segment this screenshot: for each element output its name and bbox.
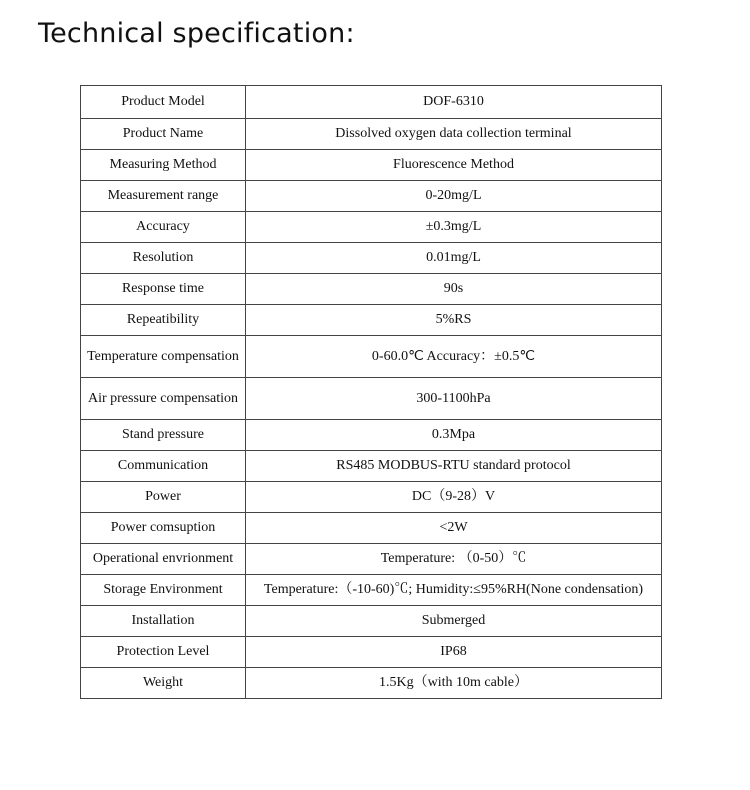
spec-label: Temperature compensation bbox=[81, 336, 246, 378]
spec-table bbox=[80, 85, 662, 699]
table-row bbox=[81, 212, 662, 243]
spec-value: ±0.3mg/L bbox=[246, 212, 662, 243]
spec-value: 1.5Kg（with 10m cable） bbox=[246, 668, 662, 699]
spec-value: Temperature:（-10-60)℃; Humidity:≤95%RH(None condensation) bbox=[246, 575, 662, 606]
table-row bbox=[81, 336, 662, 378]
spec-label: Product Name bbox=[81, 119, 246, 150]
table-row bbox=[81, 513, 662, 544]
table-row bbox=[81, 575, 662, 606]
spec-label: Stand pressure bbox=[81, 420, 246, 451]
spec-label: Communication bbox=[81, 451, 246, 482]
spec-label: Power bbox=[81, 482, 246, 513]
spec-label: Weight bbox=[81, 668, 246, 699]
spec-value: RS485 MODBUS-RTU standard protocol bbox=[246, 451, 662, 482]
spec-label: Product Model bbox=[81, 86, 246, 119]
table-row bbox=[81, 544, 662, 575]
spec-value: 0-60.0℃ Accuracy：±0.5℃ bbox=[246, 336, 662, 378]
spec-label: Measurement range bbox=[81, 181, 246, 212]
spec-label: Protection Level bbox=[81, 637, 246, 668]
spec-label: Accuracy bbox=[81, 212, 246, 243]
table-row bbox=[81, 637, 662, 668]
spec-label: Storage Environment bbox=[81, 575, 246, 606]
table-row bbox=[81, 668, 662, 699]
spec-label: Repeatibility bbox=[81, 305, 246, 336]
table-row bbox=[81, 482, 662, 513]
spec-value: DOF-6310 bbox=[246, 86, 662, 119]
spec-value: DC（9-28）V bbox=[246, 482, 662, 513]
table-row bbox=[81, 305, 662, 336]
table-row bbox=[81, 451, 662, 482]
table-row bbox=[81, 606, 662, 637]
spec-label: Installation bbox=[81, 606, 246, 637]
table-row bbox=[81, 378, 662, 420]
spec-label: Air pressure compensation bbox=[81, 378, 246, 420]
spec-label: Operational envrionment bbox=[81, 544, 246, 575]
table-row bbox=[81, 274, 662, 305]
table-row bbox=[81, 86, 662, 119]
page-title: Technical specification: bbox=[38, 18, 355, 49]
spec-value: 5%RS bbox=[246, 305, 662, 336]
table-row bbox=[81, 150, 662, 181]
spec-value: Temperature: （0-50）℃ bbox=[246, 544, 662, 575]
spec-value: <2W bbox=[246, 513, 662, 544]
spec-value: 0.3Mpa bbox=[246, 420, 662, 451]
table-row bbox=[81, 420, 662, 451]
spec-value: IP68 bbox=[246, 637, 662, 668]
spec-value: Submerged bbox=[246, 606, 662, 637]
table-row bbox=[81, 181, 662, 212]
spec-value: Dissolved oxygen data collection terminal bbox=[246, 119, 662, 150]
table-row bbox=[81, 119, 662, 150]
spec-value: 0.01mg/L bbox=[246, 243, 662, 274]
spec-value: 0-20mg/L bbox=[246, 181, 662, 212]
spec-value: 90s bbox=[246, 274, 662, 305]
spec-label: Response time bbox=[81, 274, 246, 305]
spec-value: 300-1100hPa bbox=[246, 378, 662, 420]
spec-value: Fluorescence Method bbox=[246, 150, 662, 181]
table-row bbox=[81, 243, 662, 274]
spec-label: Measuring Method bbox=[81, 150, 246, 181]
spec-label: Resolution bbox=[81, 243, 246, 274]
spec-label: Power comsuption bbox=[81, 513, 246, 544]
